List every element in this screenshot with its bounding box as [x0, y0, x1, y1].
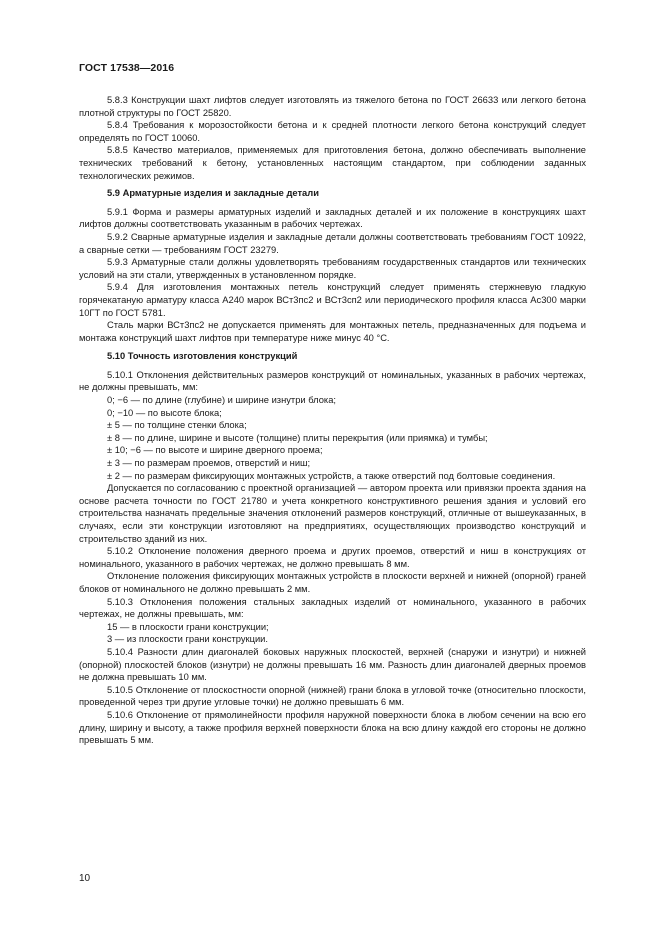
paragraph-5-10-3: 5.10.3 Отклонения положения стальных закладных изделий от номинального, указанного в рабочих чертежах, не должны превышать, мм:: [79, 596, 586, 620]
paragraph-5-9-1: 5.9.1 Форма и размеры арматурных изделий и закладных деталей и их положение в конструкциях шахт лифтов должны соответствовать указанным в рабочих чертежах.: [79, 206, 586, 230]
tolerance-item: 3 — из плоскости грани конструкции.: [107, 634, 268, 645]
section-heading-5-10: 5.10 Точность изготовления конструкций: [107, 351, 298, 362]
paragraph-5-8-5: 5.8.5 Качество материалов, применяемых для приготовления бетона, должно обеспечивать выполнение технических требований к бетону, установленных настоящим стандартом, при соблюдении заданных технологических режимов.: [79, 145, 586, 181]
paragraph-agreement: Допускается по согласованию с проектной организацией — автором проекта или привязки проекта здания на основе расчета точности по ГОСТ 21780 и учета конкретного конструктивного решения здания и условий его строительства назначать предельные значения отклонений размеров конструкций, отличные от вышеуказанных, в случаях, если эти конструкции изготовляют на предприятиях, осуществляющих производство конструкций и строительство зданий из них.: [79, 483, 586, 544]
paragraph-5-10-5: 5.10.5 Отклонение от плоскостности опорной (нижней) грани блока в угловой точке (относительно плоскости, проведенной через три другие угловые точки) не должно превышать 6 мм.: [79, 684, 586, 708]
paragraph-5-9-3: 5.9.3 Арматурные стали должны удовлетворять требованиям государственных стандартов или технических условий на эти стали, утвержденных в установленном порядке.: [79, 257, 586, 280]
paragraph-5-10-2: 5.10.2 Отклонение положения дверного проема и других проемов, отверстий и ниш в конструкциях от номинального, указанного в рабочих чертежах, не должно превышать 8 мм.: [79, 546, 586, 569]
paragraph-5-9-2: 5.9.2 Сварные арматурные изделия и закладные детали должны соответствовать требованиям ГОСТ 10922, а сварные сетки — требованиям ГОСТ 23279.: [79, 231, 586, 255]
document-body: [79, 94, 586, 747]
section-heading-5-9: 5.9 Арматурные изделия и закладные детали: [107, 188, 319, 199]
tolerance-item: ± 3 — по размерам проемов, отверстий и ниш;: [107, 458, 311, 469]
tolerance-item: ± 2 — по размерам фиксирующих монтажных устройств, а также отверстий под болтовые соединения.: [107, 470, 556, 481]
tolerance-item: 15 — в плоскости грани конструкции;: [107, 621, 269, 632]
tolerance-item: 0; −6 — по длине (глубине) и ширине изнутри блока;: [107, 395, 336, 406]
tolerance-item: ± 5 — по толщине стенки блока;: [107, 420, 247, 431]
paragraph-steel-note: Сталь марки ВСт3пс2 не допускается применять для монтажных петель, предназначенных для подъема и монтажа конструкций шахт лифтов при температуре ниже минус 40 °С.: [79, 320, 586, 343]
tolerance-item: ± 10; −6 — по высоте и ширине дверного проема;: [107, 445, 323, 456]
tolerance-item: 0; −10 — по высоте блока;: [107, 407, 222, 418]
standard-header: ГОСТ 17538—2016: [79, 62, 175, 74]
paragraph-5-8-4: 5.8.4 Требования к морозостойкости бетона и к средней плотности легкого бетона конструкций следует определять по ГОСТ 10060.: [79, 120, 586, 143]
paragraph-5-10-1: 5.10.1 Отклонения действительных размеров конструкций от номинальных, указанных в рабочих чертежах, не должны превышать, мм:: [79, 369, 586, 393]
page-number: 10: [79, 873, 91, 884]
paragraph-5-10-4: 5.10.4 Разности длин диагоналей боковых наружных плоскостей, верхней (снаружи и изнутри) и нижней (опорной) плоскостей блоков (изнутри) не должны превышать 16 мм. Разность длин диагоналей дверных проемов не должна превышать 10 мм.: [79, 646, 586, 683]
tolerance-item: ± 8 — по длине, ширине и высоте (толщине) плиты перекрытия (или приямка) и тумбы;: [107, 432, 488, 443]
paragraph-fixing-devices: Отклонение положения фиксирующих монтажных устройств в плоскости верхней и нижней (опорной) граней блоков от номинального не должно превышать 2 мм.: [79, 571, 586, 594]
paragraph-5-10-6: 5.10.6 Отклонение от прямолинейности профиля наружной поверхности блока в любом сечении на всю его длину, ширину и высоту, а также профиля верхней поверхности блока на всю длину каждой его стороны не должно превышать 5 мм.: [79, 709, 586, 746]
paragraph-5-8-3: 5.8.3 Конструкции шахт лифтов следует изготовлять из тяжелого бетона по ГОСТ 26633 или легкого бетона плотной структуры по ГОСТ 25820.: [79, 95, 586, 118]
paragraph-5-9-4: 5.9.4 Для изготовления монтажных петель конструкций следует применять стержневую гладкую горячекатаную арматуру класса А240 марок ВСт3пс2 и ВСт3сп2 или периодического профиля класса Ас300 марки 10ГТ по ГОСТ 5781.: [79, 282, 586, 318]
